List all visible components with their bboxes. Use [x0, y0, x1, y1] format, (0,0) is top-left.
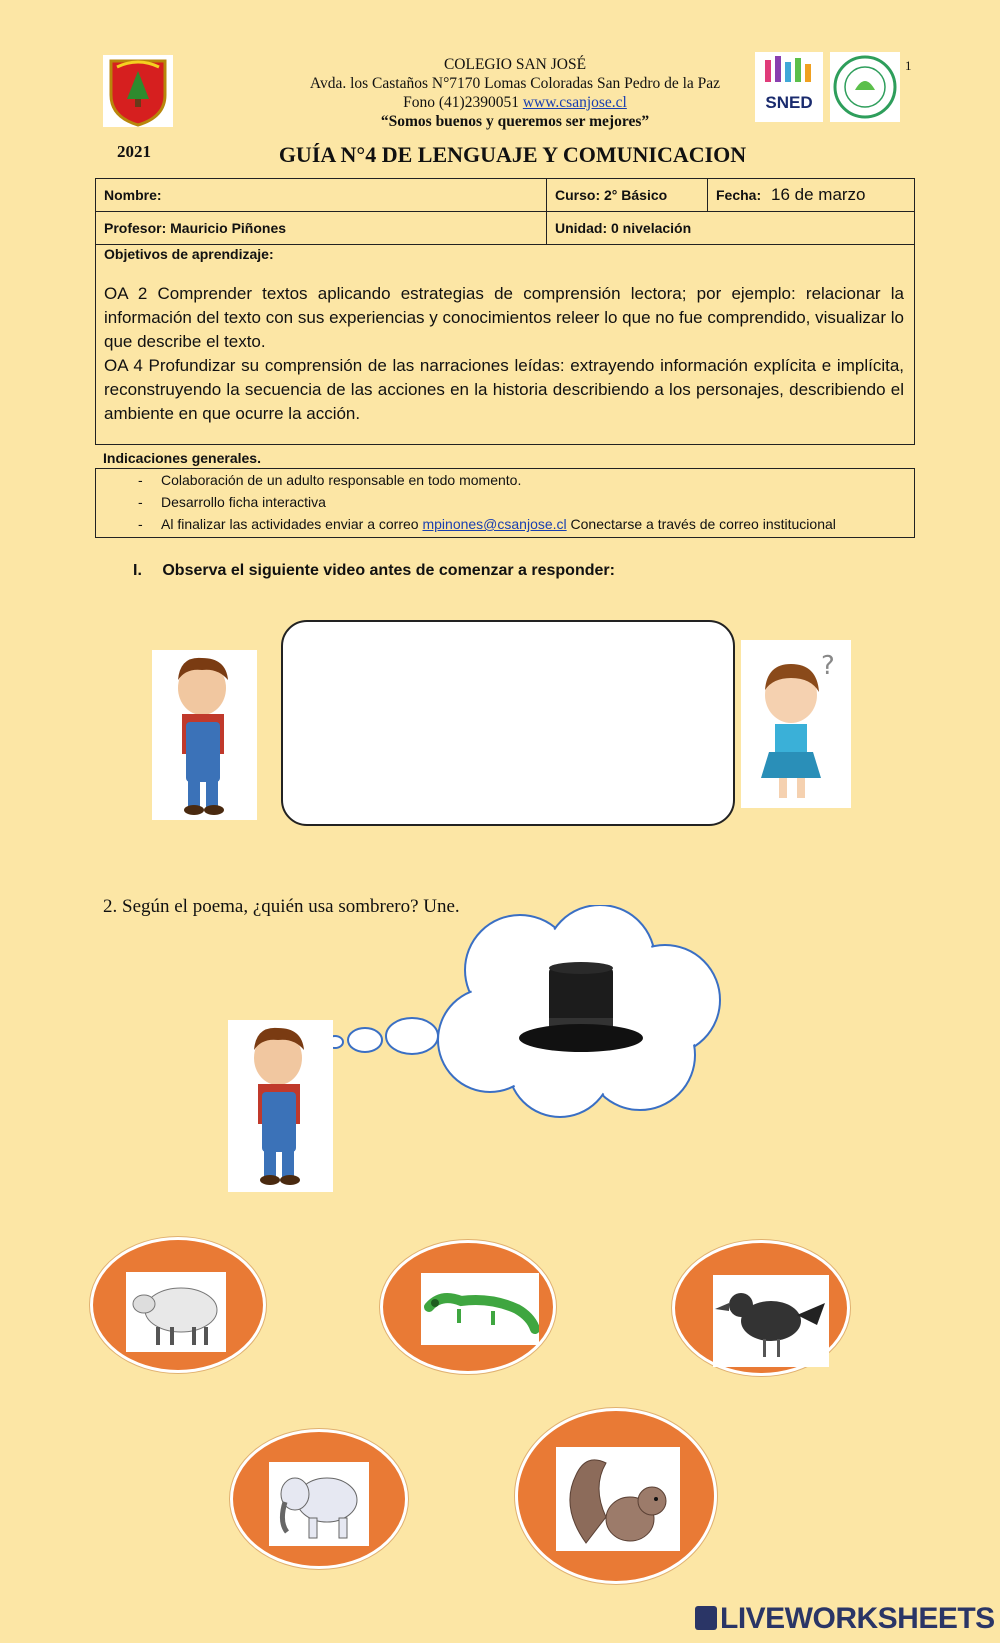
svg-text:?: ? — [821, 651, 835, 681]
iguana-image — [421, 1273, 539, 1345]
student-info-table — [95, 178, 915, 245]
bullet-dash: - — [138, 494, 143, 510]
sheep-image — [126, 1272, 226, 1352]
sned-label: SNED — [765, 93, 813, 112]
curso-label: Curso: — [555, 187, 601, 203]
objectives-label: Objetivos de aprendizaje: — [104, 246, 274, 262]
curso-value: 2° Básico — [604, 187, 668, 203]
section-1-text: Observa el siguiente video antes de comenzar a responder: — [162, 562, 615, 579]
top-hat-image — [511, 950, 651, 1075]
profesor-label: Profesor: — [104, 220, 167, 236]
teacher-email-link[interactable]: mpinones@csanjose.cl — [422, 516, 567, 532]
fecha-cell — [708, 179, 915, 212]
indication-item — [96, 469, 914, 491]
bullet-dash: - — [138, 472, 143, 488]
nombre-label: Nombre: — [104, 187, 162, 203]
curso-cell — [547, 179, 708, 212]
answer-option-sheep[interactable] — [90, 1237, 266, 1373]
question-2-text: 2. Según el poema, ¿quién usa sombrero? Une. — [103, 896, 460, 917]
indication-text: Conectarse a través de correo institucional — [570, 516, 836, 532]
school-phone: Fono (41)2390051 — [403, 94, 519, 111]
nombre-cell[interactable] — [96, 179, 547, 212]
elephant-image — [269, 1462, 369, 1546]
indications-box — [95, 468, 915, 538]
objective-oa4: OA 4 Profundizar su comprensión de las narraciones leídas: extrayendo información explícita e implícita, reconstruyendo la secuencia de las acciones en la historia describiendo a los personajes, describiendo el ambiente en que ocurre la acción. — [104, 356, 904, 423]
indication-text: Colaboración de un adulto responsable en todo momento. — [161, 472, 522, 488]
indication-text: Al finalizar las actividades enviar a correo — [161, 516, 419, 532]
certification-seal — [830, 52, 900, 122]
indication-text: Desarrollo ficha interactiva — [161, 494, 326, 510]
school-name: COLEGIO SAN JOSÉ — [443, 56, 587, 73]
page-number: 1 — [905, 58, 912, 73]
bullet-dash: - — [138, 516, 143, 532]
section-1-number: I. — [133, 562, 142, 579]
school-address: Avda. los Castaños N°7170 Lomas Coloradas San Pedro de la Paz — [309, 75, 721, 92]
year: 2021 — [117, 142, 151, 161]
answer-option-squirrel[interactable] — [515, 1408, 717, 1584]
objectives-box — [95, 244, 915, 445]
answer-option-iguana[interactable] — [380, 1240, 556, 1374]
indications-label: Indicaciones generales. — [103, 450, 261, 466]
unidad-cell — [547, 212, 915, 245]
thinking-girl-image — [741, 640, 851, 808]
school-header — [260, 55, 770, 131]
unidad-value: 0 nivelación — [611, 220, 692, 236]
thinking-boy-image-2 — [228, 1020, 333, 1192]
squirrel-image — [556, 1447, 680, 1551]
indications-list — [96, 469, 914, 535]
video-player[interactable] — [281, 620, 735, 826]
school-contact — [260, 93, 770, 112]
school-motto: “Somos buenos y queremos ser mejores” — [380, 113, 650, 130]
thinking-boy-image — [152, 650, 257, 820]
fecha-label: Fecha: — [716, 187, 762, 203]
crow-image — [713, 1275, 829, 1367]
liveworksheets-label: LIVEWORKSHEETS — [720, 1602, 995, 1635]
school-logo — [103, 55, 173, 127]
section-1-heading — [133, 562, 615, 580]
indication-item — [96, 513, 914, 535]
answer-option-crow[interactable] — [672, 1240, 850, 1376]
page-title: GUÍA N°4 DE LENGUAJE Y COMUNICACION — [278, 142, 747, 167]
objective-oa2: OA 2 Comprender textos aplicando estrategias de comprensión lectora; por ejemplo: relacionar la información del texto con sus experiencias y conocimientos releer lo que no fue comprendido, visualizar lo que describe el texto. — [104, 284, 904, 351]
liveworksheets-logo-icon — [695, 1606, 717, 1630]
fecha-value: 16 de marzo — [771, 185, 866, 204]
indication-item — [96, 491, 914, 513]
unidad-label: Unidad: — [555, 220, 608, 236]
profesor-value: Mauricio Piñones — [170, 220, 287, 236]
objectives-text — [104, 282, 904, 426]
liveworksheets-brand — [695, 1602, 995, 1636]
profesor-cell — [96, 212, 547, 245]
answer-option-elephant[interactable] — [230, 1429, 408, 1569]
school-website-link[interactable]: www.csanjose.cl — [522, 94, 627, 111]
sned-logo — [755, 52, 823, 122]
